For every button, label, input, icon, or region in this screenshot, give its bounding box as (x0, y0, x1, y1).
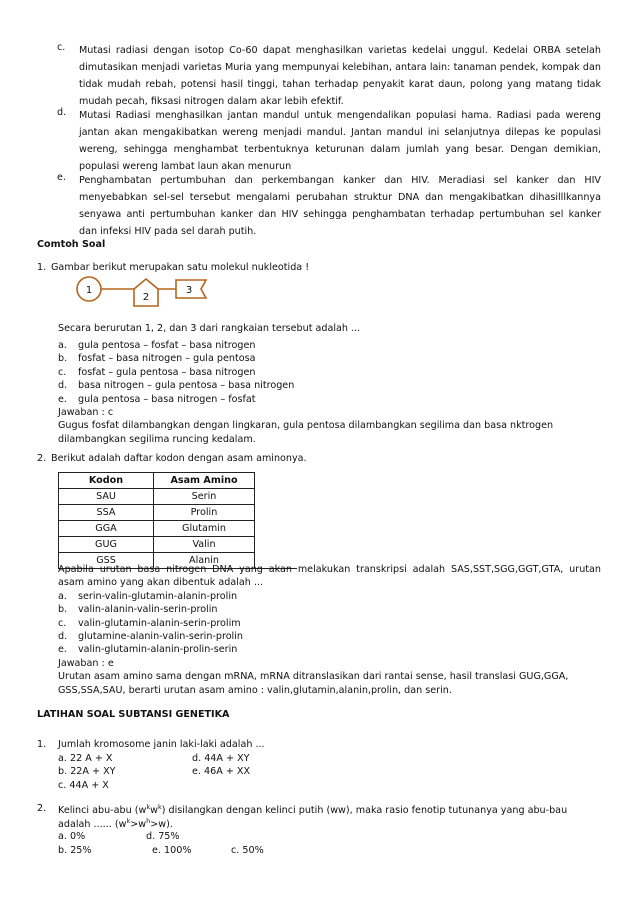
section-title-latihan: LATIHAN SOAL SUBTANSI GENETIKA (37, 709, 230, 720)
l2-option-d: d. 75% (146, 831, 180, 842)
q2-text: Berikut adalah daftar kodon dengan asam aminonya. (51, 453, 307, 464)
nucleotide-diagram (72, 276, 212, 310)
q1-prompt: Secara berurutan 1, 2, dan 3 dari rangkaian tersebut adalah ... (58, 323, 361, 334)
l2-text-line2: adalah ...... $(w^k>w^h>w)$. (58, 817, 173, 831)
l1-option-b: b. 22A + XY (58, 766, 116, 777)
q1-number: 1. (37, 262, 47, 273)
q2-prompt-line: asam amino yang akan dibentuk adalah ... (58, 577, 264, 589)
table-cell: Serin (154, 489, 255, 505)
item-c-line: tidak mudah rebah, potensi hasil tinggi, tahan terhadap penyakit karat daun, polong yang matang tidak (79, 79, 601, 90)
q2-option: d. glutamine-alanin-valin-serin-prolin (58, 631, 243, 643)
item-e-line: dan infeksi HIV pada sel darah putih. (79, 226, 257, 237)
l2-option-e: e. 100% (152, 845, 192, 856)
q1-option: a. gula pentosa – fosfat – basa nitrogen (58, 340, 256, 351)
item-d-line: wereng, sehingga menghambat terbentuknya keturunan dalam jumlah yang besar. Dengan demikian, (79, 144, 601, 155)
table-header-row (59, 473, 298, 489)
item-d-marker: d. (57, 107, 67, 118)
l2-option-b: b. 25% (58, 845, 92, 856)
q1-text: Gambar berikut merupakan satu molekul nukleotida ! (51, 262, 310, 273)
item-e-marker: e. (57, 172, 66, 183)
q1-explanation-line: dilambangkan segilima runcing kedalam. (58, 433, 256, 445)
table-row (59, 505, 298, 521)
q1-option: b. fosfat – basa nitrogen – gula pentosa (58, 353, 256, 365)
l1-option-e: e. 46A + XX (192, 766, 251, 777)
table-row (59, 489, 298, 505)
table-header-kodon: Kodon (59, 473, 154, 489)
l1-number: 1. (37, 739, 47, 750)
table-header-asam-amino: Asam Amino (154, 473, 255, 489)
table-cell: Valin (154, 537, 255, 553)
diagram-label-3: 3 (185, 285, 193, 296)
table-cell: GUG (59, 537, 154, 553)
l2-text: Kelinci abu-abu $(w^kw^k)$ disilangkan dengan kelinci putih (ww), maka rasio fenotip tutunanya yang abu-bau (58, 803, 568, 817)
l1-option-a: a. 22 A + X (58, 753, 113, 764)
q2-option: b. valin-alanin-valin-serin-prolin (58, 604, 218, 616)
codon-table (58, 472, 297, 569)
q2-answer: Jawaban : e (58, 657, 114, 669)
item-e-text (79, 172, 601, 240)
l2-option-a: a. 0% (58, 831, 86, 842)
l1-option-d: d. 44A + XY (192, 753, 250, 764)
table-row (59, 537, 298, 553)
item-d-line: jantan akan mengakibatkan wereng menjadi mandul. Jantan mandul ini selanjutnya dilepas ke populasi (79, 127, 601, 138)
item-e-line: Penghambatan pertumbuhan dan perkembangan kanker dan HIV. Meradiasi sel kanker dan HIV (79, 175, 601, 186)
item-c-line: Mutasi radiasi dengan isotop Co-60 dapat menghasilkan varietas kedelai unggul. Kedelai ORBA setelah (79, 45, 601, 56)
item-e-line: senyawa anti pertumbuhan kanker dan HIV sehingga penghambatan terhadap pertumbuhan sel kanker (79, 209, 601, 220)
q1-options (58, 339, 553, 446)
l2-option-c: c. 50% (231, 845, 264, 856)
item-c-text (79, 42, 601, 110)
q1-explanation-line: Gugus fosfat dilambangkan dengan lingkaran, gula pentosa dilambangkan segilima dan basa nktrogen (58, 420, 554, 432)
table-cell: SAU (59, 489, 154, 505)
item-c-line: mudah pecah, fiksasi nitrogen dalam akar lebih efektif. (79, 96, 344, 107)
l1-option-c: c. 44A + X (58, 780, 109, 791)
item-e-line: menyebabkan sel-sel tersebut mengalami perubahan struktur DNA dan mengakibatkan dihasilllkannya (79, 192, 601, 203)
table-cell: Alanin (154, 553, 255, 569)
table-cell: GGA (59, 521, 154, 537)
q2-explanation-line: GSS,SSA,SAU, berarti urutan asam amino : valin,glutamin,alanin,prolin, dan serin. (58, 684, 452, 696)
l2-number: 2. (37, 803, 47, 814)
q2-option: c. valin-glutamin-alanin-serin-prolim (58, 617, 241, 629)
q2-prompt-line: Apabila urutan basa nitrogen DNA yang akan melakukan transkripsi adalah SAS,SST,SGG,GGT,GTA, urutan (58, 564, 601, 575)
table-cell: Prolin (154, 505, 255, 521)
item-d-line: populasi wereng lambat laun akan menurun (79, 161, 292, 172)
table-cell: SSA (59, 505, 154, 521)
table-row (59, 521, 298, 537)
q2-number: 2. (37, 453, 47, 464)
q2-option: a. serin-valin-glutamin-alanin-prolin (58, 590, 238, 602)
q1-option: d. basa nitrogen – gula pentosa – basa nitrogen (58, 380, 295, 392)
diagram-label-2: 2 (142, 292, 150, 303)
table-cell: Glutamin (154, 521, 255, 537)
q2-explanation-line: Urutan asam amino sama dengan mRNA, mRNA ditranslasikan dari rantai sense, hasil translasi GUG,GGA, (58, 671, 569, 683)
section-title-contoh: Comtoh Soal (37, 239, 106, 250)
q1-option: e. gula pentosa – basa nitrogen – fosfat (58, 393, 256, 405)
q2-body (58, 563, 601, 697)
item-d-line: Mutasi Radiasi menghasilkan jantan mandul untuk mengendalikan populasi hama. Radiasi pada wereng (79, 110, 601, 121)
item-d-text (79, 107, 601, 175)
diagram-label-1: 1 (85, 285, 93, 296)
l1-text: Jumlah kromosome janin laki-laki adalah ... (58, 739, 265, 750)
item-c-marker: c. (57, 42, 66, 53)
q1-answer: Jawaban : c (58, 407, 114, 419)
table-cell: GSS (59, 553, 154, 569)
q2-option: e. valin-glutamin-alanin-prolin-serin (58, 644, 238, 656)
item-c-line: dimutasikan menjadi varietas Muria yang mempunyai kelebihan, antara lain: tanaman pendek, kompak dan (79, 62, 601, 73)
q1-option: c. fosfat – gula pentosa – basa nitrogen (58, 366, 256, 378)
